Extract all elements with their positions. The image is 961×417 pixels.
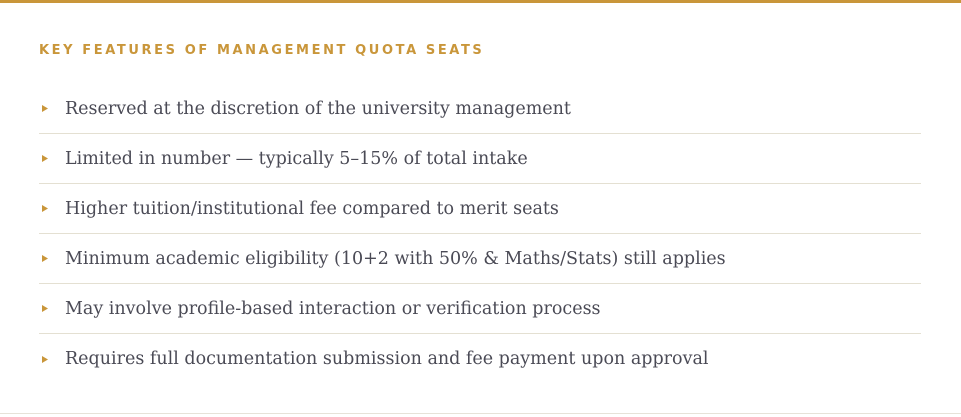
features-list: [39, 84, 921, 384]
section-title: KEY FEATURES OF MANAGEMENT QUOTA SEATS: [39, 43, 485, 58]
triangle-bullet-icon: [39, 205, 65, 212]
triangle-bullet-icon: [39, 105, 65, 112]
list-item: [39, 184, 921, 234]
list-item-text: Reserved at the discretion of the university management: [65, 98, 571, 119]
triangle-bullet-icon: [39, 356, 65, 363]
list-item-text: Minimum academic eligibility (10+2 with 50% & Maths/Stats) still applies: [65, 248, 726, 269]
list-item-text: Higher tuition/institutional fee compared to merit seats: [65, 198, 559, 219]
list-item-text: May involve profile-based interaction or verification process: [65, 298, 601, 319]
triangle-bullet-icon: [39, 155, 65, 162]
list-item: [39, 84, 921, 134]
list-item: [39, 334, 921, 384]
list-item-text: Limited in number — typically 5–15% of total intake: [65, 148, 528, 169]
triangle-bullet-icon: [39, 305, 65, 312]
list-item: [39, 284, 921, 334]
list-item: [39, 134, 921, 184]
triangle-bullet-icon: [39, 255, 65, 262]
list-item-text: Requires full documentation submission and fee payment upon approval: [65, 349, 709, 369]
list-item: [39, 234, 921, 284]
